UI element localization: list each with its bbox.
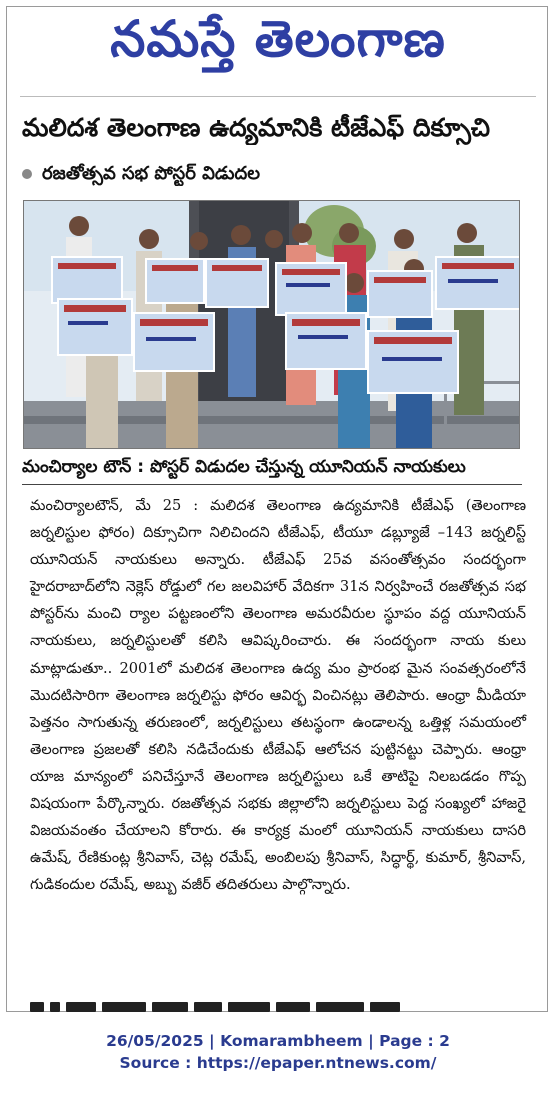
article-body: [30, 492, 526, 898]
photo-caption: మంచిర్యాల టౌన్ : పోస్టర్ విడుదల చేస్తున్న యూనియన్ నాయకులు: [22, 457, 466, 477]
bullet-icon: [22, 169, 32, 179]
article-headline: మలిదశ తెలంగాణ ఉద్యమానికి టీజేఎఫ్ దిక్సూచి: [22, 113, 491, 142]
article-subheadline: [22, 162, 534, 186]
footer-source: Source : https://epaper.ntnews.com/: [119, 1054, 437, 1072]
news-photo: [23, 200, 520, 449]
header-divider: [20, 96, 536, 97]
next-article-cutoff: [30, 1002, 510, 1012]
newspaper-masthead: నమస్తే తెలంగాణ: [110, 10, 446, 68]
caption-divider: [22, 484, 522, 485]
subheadline-text: రజతోత్సవ సభ పోస్టర్ విడుదల: [42, 163, 260, 184]
footer-date-edition: 26/05/2025 | Komarambheem | Page : 2: [106, 1032, 450, 1050]
page-footer: [0, 1030, 556, 1074]
article-paragraph: మంచిర్యాలటౌన్, మే 25 : మలిదశ తెలంగాణ ఉద్యమానికి టీజేఎఫ్ (తెలంగాణ జర్నలిస్టుల ఫోరం) దిక్సూచిగా నిలిచిందని టీజేఎఫ్, టీయూ డబ్ల్యూజే –143 జర్నలిస్ట్ యూనియన్ నాయకులు అన్నారు. టీజేఎఫ్ 25వ వసంతోత్సవం సందర్భంగా హైదరాబాద్‌లోని నెక్లెస్ రోడ్డులో గల జలవిహార్ వేదికగా 31న నిర్వహించే రజతోత్సవ సభ పోస్టర్‌ను మంచి ర్యాల పట్టణంలోని తెలంగాణ అమరవీరుల స్థూపం వద్ద యూనియన్ నాయకులు, జర్నలిస్టులతో కలిసి ఆవిష్కరించారు. ఈ సందర్భంగా నాయ కులు మాట్లాడుతూ.. 2001లో మలిదశ తెలంగాణ ఉద్య మం ప్రారంభ మైన సంవత్సరంలోనే మొదటిసారిగా తెలంగాణ జర్నలిస్టు ఫోరం ఆవిర్భ వించినట్లు తెలిపారు. ఆంధ్రా మీడియా పెత్తనం సాగుతున్న తరుణంలో, జర్నలిస్టులు తటస్థంగా ఉండాలన్న ఒత్తిళ్ల సమయంలో తెలంగాణ ప్రజలతో కలిసి నడిచేందుకు టీజేఎఫ్ ఆలోచన పుట్టినట్టు చెప్పారు. ఆంధ్రా యాజ మాన్యంలో పనిచేస్తూనే తెలంగాణ జర్నలిస్టులు ఒకే తాటిపై నిలబడడం గొప్ప విషయంగా పేర్కొన్నారు. రజతోత్సవ సభకు జిల్లాలోని జర్నలిస్టులు పెద్ద సంఖ్యలో హాజరై విజయవంతం చేయాలని కోరారు. ఈ కార్యక్ర మంలో యూనియన్ నాయకులు దాసరి ఉమేష్, రేణికుంట్ల శ్రీనివాస్, చెట్ల రమేష్, అంబిలపు శ్రీనివాస్, సిద్ధార్థ్, కుమార్, శ్రీనివాస్, గుడికందుల రమేష్, అబ్బు వజీర్ తదితరులు పాల్గొన్నారు.: [30, 497, 526, 894]
group-photo-illustration: [24, 201, 520, 449]
